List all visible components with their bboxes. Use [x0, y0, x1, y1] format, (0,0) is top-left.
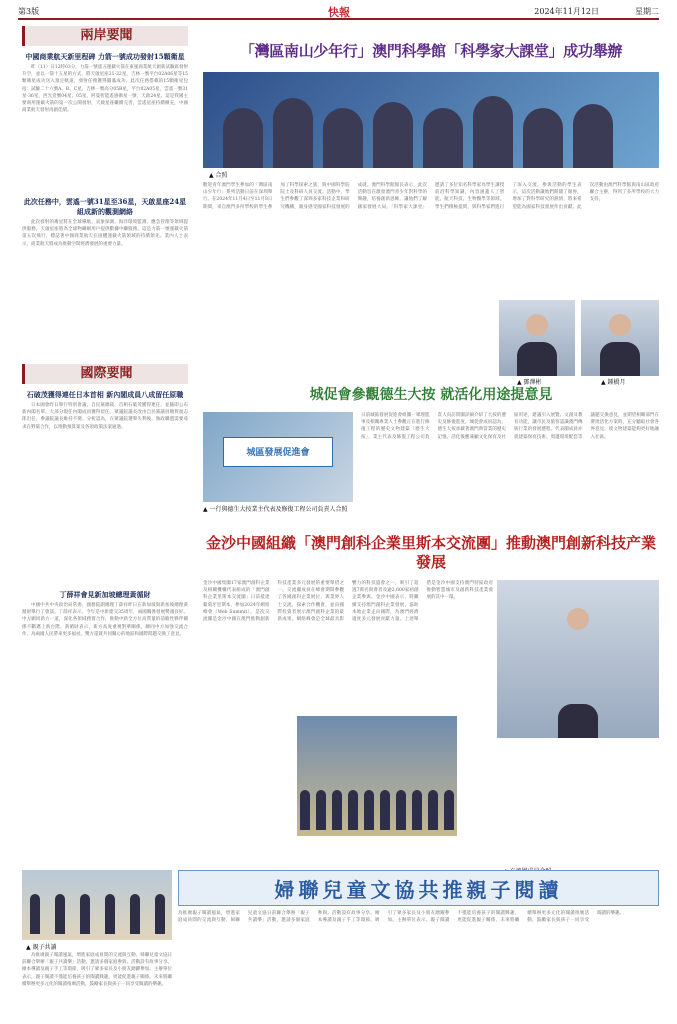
- brief-paragraph: 昨（11）日12時03分，力箭一號遙五運載火箭在東風商業航天創新試驗區發射升空，並以一箭十五星的方式，將天啟星座21-32星、吉林一號平台02A06星等15顆衛星成功送入預定軌道，發射任務獲得圓滿成功。此次任務搭載的15顆衛星包括：試驗二十六號A、B、C星，吉林一號高分05B星，平台02A05星，雲遙一號31星-36星，西光壹號04星、05星，阿曼智能遙感衛星一號，天啟24星。這是我國主要商用運載火箭的第一次公開發射，天啟星座繼續完善，雲遙星座持續擴充，中國商業航天發射再創佳績。: [22, 65, 188, 114]
- brief-title: 丁薛祥會見新加坡總理黃循財: [59, 590, 151, 599]
- section-title-international: 國際要聞: [22, 364, 188, 384]
- organization-board: [223, 437, 333, 467]
- article4-photo: [22, 870, 172, 940]
- article3-body: 金沙中國集團17家澳門創科企業及相關機構代表組成的「澳門創科企業里斯本交流團」日前抵達葡萄牙里斯本，參加2024年網絡峰會（Web Summit）。是次交流團是金沙中國在澳門推動創新科技產業多元發展的重要舉措之一。交流團成員在峰會期間參觀了各國創科企業展位，與業界人士交流，探索合作機會，並向國際投資者展示澳門創科企業的最新成果。網絡峰會是全球最具影響力的科技盛會之一，吸引了超過7萬名與會者及逾2,600家初創企業參與。金沙中國表示，將繼續支持澳門創科企業發展，協助本地企業走向國際，為澳門經濟適度多元發展貢獻力量。上述舉措是金沙中國支持澳門特區政府推動智慧城市及創新科技產業發展的其中一環。: [203, 581, 493, 623]
- photo-caption: ▲ 鍾橋月: [601, 377, 626, 386]
- article2-photo-caption: ▲ 一行與德生大按業主代表及修復工程公司負責人合照: [203, 504, 353, 513]
- article1-photos: [499, 300, 659, 384]
- page-number: 第3版: [18, 7, 40, 16]
- brief-title: 石破茂獲得連任日本首相 新內閣成員八成留任原職: [26, 390, 184, 399]
- article1-body: 歡迎青年澳門學生參加的「灣區南山少年行」系列活動日前在深圳舉行。在2024年11月4日至11月8日期間，來自澳門多所學校的學生參加了科學探索之旅，與中國科學院院士及科研人員交流。活動中，學生們參觀了深圳多家科技企業和研究機構，親身感受國家科技發展的成就。澳門科學館館長表示，此次活動旨在激發澳門青少年對科學的興趣，培養創新思維，讓他們了解國家發展大局。「科學家大課堂」邀請了多位知名科學家為學生講授前沿科學知識，內容涵蓋人工智能、航天科技、生物醫學等領域。學生們積極提問，與科學家們進行了深入交流。參與活動的學生表示，這次活動讓他們開闊了眼界，增加了對科學研究的熱情，將來希望能為國家科技發展作出貢獻。此次活動由澳門科學館與南山區政府聯合主辦，得到了多所學校的大力支持。: [203, 183, 659, 210]
- article4-intro: [22, 952, 172, 1016]
- portrait-photo: [581, 300, 659, 376]
- article4-intro-paragraph: 為推廣親子閱讀風氣，增進家庭成員間的交流與互動，婦聯兒童文協日前聯合舉辦「親子共讀樂」活動，邀請多個家庭參與。活動設有故事分享、繪本導讀及親子手工等環節，吸引了眾多家長及小朋友踴躍參加。主辦單位表示，親子閱讀不僅能培養孩子的閱讀興趣，更能促進親子關係，未來將繼續舉辦更多元化的閱讀推廣活動，鼓勵家長與孩子一同享受閱讀的樂趣。: [22, 953, 172, 987]
- photo-caption: ▲ 鄧澤彬: [517, 377, 542, 386]
- newspaper-logo: 快報: [328, 6, 350, 19]
- main-articles: [203, 26, 659, 623]
- news-briefs-column: [22, 26, 188, 986]
- issue-date: 2024年11月12日: [534, 7, 599, 16]
- article1-banner-caption: ▲ 合照: [209, 170, 228, 179]
- article4-photo-caption: ▲ 親子共讀: [26, 942, 57, 951]
- section-title-cross-strait: 兩岸要聞: [22, 26, 188, 46]
- article2-body: 日前城區發展促進會組團一眾理監事及相關專業人士參觀正在進行修復工程的歷史文物建築「德生大按」，業主代表及修復工程公司負責人向訪問團詳細介紹了大按的歷史及修復進度。城促會成員認為，德生大按承載著澳門典當業的歷史記憶，活化後應兼顧文化保育及社區用途，建議引入展覽、文創及教育功能，讓市民及旅客認識澳門傳統行業的發展歷程。代表團成員亦就建築保育技術、周邊環境配套等議題交換意見，並期望相關部門在審批活化方案時，充分聽取社會各界意見，使文物建築能夠更好地融入社區。: [361, 413, 659, 440]
- brief-paragraph: 此次發射的衛星將在全球導航、氣象探測、海洋環境監測、應急管理等領域提供服務，天啟星座將為全球物聯網用戶提供數據中繼服務。這是力箭一號運載火箭第五次飛行，標誌著中國商業航天在固體運載火箭領域的持續領先。業內人士表示，商業航天將成為推動空間經濟發展的重要力量。: [22, 220, 188, 247]
- article4-headline-banner: [178, 870, 659, 906]
- issue-weekday: 星期二: [635, 7, 659, 16]
- brief-paragraph: 中國中共中央政治局常委、國務院副總理丁薛祥昨日在新加坡與新加坡總理黃循財舉行了會談。丁薛祥表示，今年是中新建交35周年，兩國關係發展勢頭良好。中方願同新方一道，深化各領域務實合作，推動中新全方位高質量的前瞻性夥伴關係不斷邁上新台階。黃循財表示，新方高度重視對華關係，願同中方加強交流合作，為兩國人民帶來更多福祉。雙方還就共同關心的地區和國際問題交換了意見。: [22, 603, 188, 637]
- article2-photo: [203, 412, 353, 502]
- portrait-photo: [499, 300, 575, 376]
- article1-headline: 「灣區南山少年行」澳門科學館「科學家大課堂」成功舉辦: [239, 42, 623, 60]
- article3-headline: 金沙中國組織「澳門創科企業里斯本交流團」推動澳門創新科技产業發展: [205, 534, 656, 571]
- brief-title: 此次任務中，雲遙一號31星至36星，天啟星座24星組成新的觀測網絡: [23, 197, 187, 216]
- brief-title: 中國商業航天新里程碑 力箭一號成功發射15顆衛星: [25, 52, 185, 61]
- brief-body: [22, 219, 188, 329]
- article4-headline: 婦聯兒童文協共推親子閱讀: [274, 877, 563, 902]
- brief-body: [22, 402, 188, 587]
- masthead: [18, 4, 659, 20]
- brief-paragraph: 日本國會昨日舉行特別會議，自民黨總裁、首相石破茂獲得連任，並隨即公布新內閣名單。大部分現任內閣成員獲得留任。眾議院議長改由自民黨議員額賀福志郎出任，參議院議長維持不變。分析認為，在眾議院選舉失利後，執政聯盟需要尋求在野黨合作，以推動預算案及各項政策法案通過。: [22, 403, 188, 430]
- group-photo: [297, 716, 457, 836]
- article3-photo: [497, 580, 659, 738]
- board-text: 城區發展促進會: [246, 448, 310, 458]
- brief-body: [22, 64, 188, 194]
- article4-body: 為推廣親子閱讀風氣，增進家庭成員間的交流與互動，婦聯兒童文協日前聯合舉辦「親子共讀樂」活動，邀請多個家庭參與。活動設有故事分享、繪本導讀及親子手工等環節，吸引了眾多家長及小朋友踴躍參加。主辦單位表示，親子閱讀不僅能培養孩子的閱讀興趣，更能促進親子關係，未來將繼續舉辦更多元化的閱讀推廣活動，鼓勵家長與孩子一同享受閱讀的樂趣。: [178, 911, 625, 924]
- article1-banner-photo: [203, 72, 659, 168]
- article2-headline: 城促會參觀德生大按 就活化用途提意見: [309, 387, 553, 403]
